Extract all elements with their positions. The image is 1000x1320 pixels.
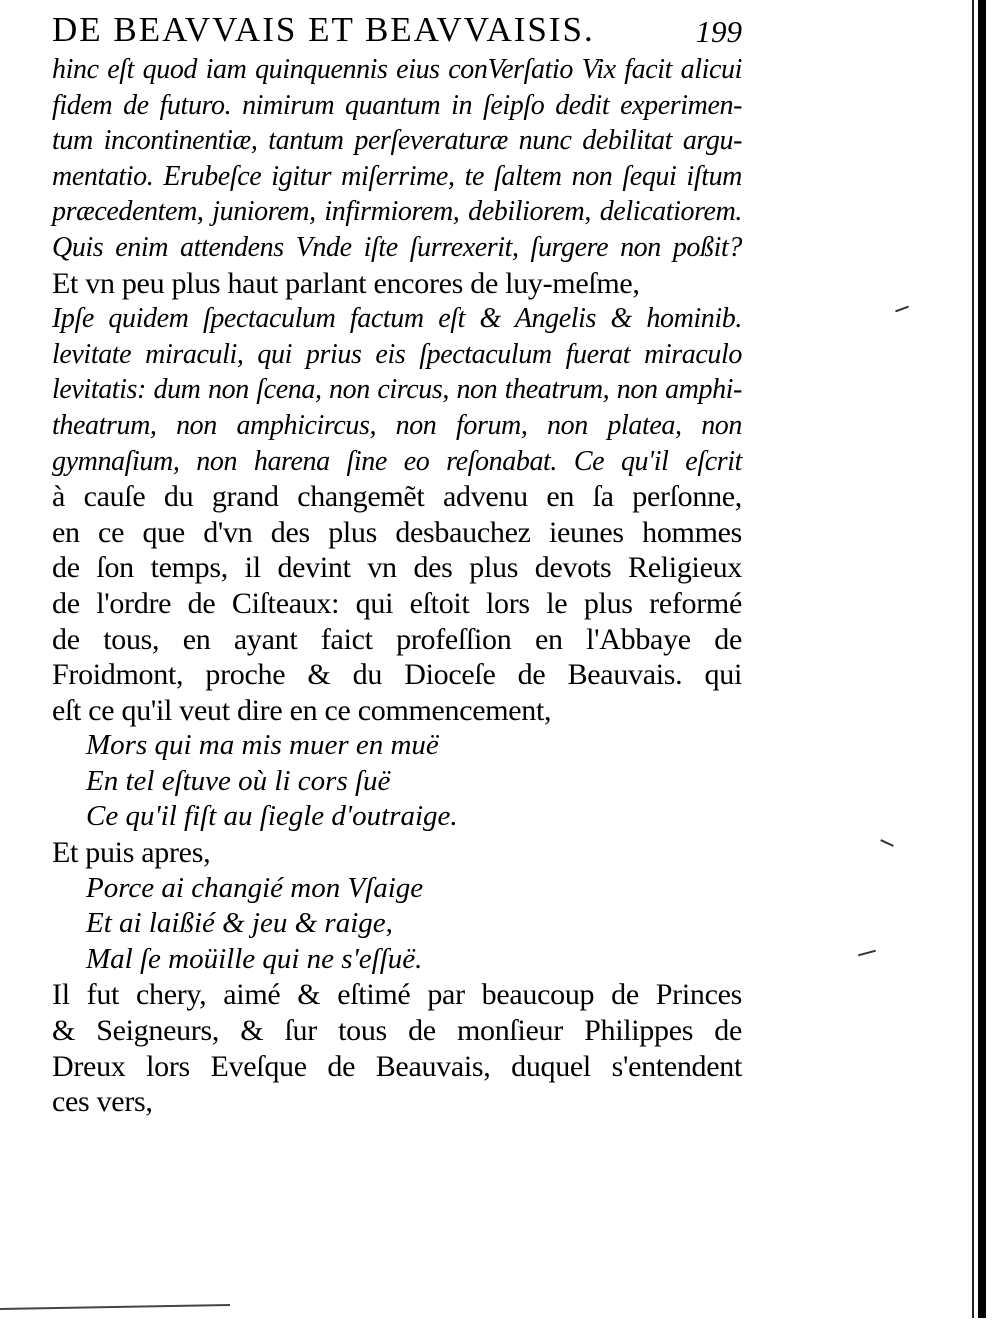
verse-line — [52, 871, 742, 907]
verse-line — [52, 906, 742, 942]
line-text: en ce que d'vn des plus desbauchez ieunes hommes — [52, 515, 742, 549]
text-line — [52, 52, 742, 88]
text-line — [52, 693, 742, 729]
line-text: & Seigneurs, & ſur tous de monſieur Philippes de — [52, 1014, 742, 1048]
text-line — [52, 1049, 742, 1085]
running-title: DE BEAVVAIS ET BEAVVAISIS. — [52, 10, 595, 49]
line-text: Mors qui ma mis muer en muë — [86, 729, 439, 762]
line-text: ces vers, — [52, 1085, 153, 1119]
line-text: Et puis apres, — [52, 836, 211, 870]
text-line — [52, 479, 742, 515]
text-line — [52, 657, 742, 693]
text-line — [52, 408, 742, 444]
text-line — [52, 550, 742, 586]
text-line — [52, 230, 742, 266]
line-text: de tous, en ayant faict profeſſion en l'Abbaye de — [52, 622, 742, 656]
line-text: à cauſe du grand changemẽt advenu en ſa perſonne, — [52, 480, 742, 514]
text-line — [52, 977, 742, 1013]
text-line — [52, 266, 742, 302]
text-line — [52, 515, 742, 551]
margin-mark — [895, 306, 909, 313]
text-line — [52, 835, 742, 871]
line-text: Froidmont, proche & du Dioceſe de Beauvais. qui — [52, 658, 742, 692]
line-text: de l'ordre de Ciſteaux: qui eſtoit lors le plus reformé — [52, 586, 742, 620]
verse-line — [52, 764, 742, 800]
margin-mark — [880, 839, 894, 847]
page-edge-shadow — [978, 0, 986, 1318]
page-number: 199 — [695, 14, 742, 49]
text-line — [52, 337, 742, 373]
line-text: theatrum, non amphicircus, non forum, non platea, non — [52, 409, 742, 441]
page-header — [52, 10, 742, 54]
line-text: fidem de futuro. nimirum quantum in ſeipſo dedit experimen- — [52, 89, 742, 121]
line-text: Quis enim attendens Vnde iſte ſurrexerit, ſurgere non poßit? — [52, 231, 742, 263]
verse-line — [52, 728, 742, 764]
line-text: hinc eſt quod iam quinquennis eius conVerſatio Vix facit alicui — [52, 54, 742, 85]
line-text: Porce ai changié mon Vſaige — [86, 871, 424, 904]
line-text: levitatis: dum non ſcena, non circus, non theatrum, non amphi- — [52, 374, 742, 406]
text-line — [52, 88, 742, 124]
line-text: Et vn peu plus haut parlant encores de luy-meſme, — [52, 266, 640, 300]
line-text: Il fut chery, aimé & eſtimé par beaucoup de Princes — [52, 978, 742, 1012]
line-text: Et ai laißié & jeu & raige, — [86, 907, 393, 940]
text-line — [52, 159, 742, 195]
line-text: Ipſe quidem ſpectaculum factum eſt & Angelis & hominib. — [52, 303, 742, 335]
line-text: gymnaſium, non harena ſine eo reſonabat. Ce qu'il eſcrit — [52, 445, 742, 477]
text-line — [52, 444, 742, 480]
text-line — [52, 1013, 742, 1049]
line-text: de ſon temps, il devint vn des plus devots Religieux — [52, 551, 742, 585]
text-line — [52, 1084, 742, 1120]
margin-mark — [858, 950, 876, 957]
page-edge-line — [972, 0, 974, 1318]
text-line — [52, 586, 742, 622]
text-line — [52, 123, 742, 159]
line-text: tum incontinentiæ, tantum perſeveraturæ nunc debilitat argu- — [52, 125, 742, 157]
line-text: eſt ce qu'il veut dire en ce commencement, — [52, 693, 552, 727]
text-line — [52, 622, 742, 658]
line-text: levitate miraculi, qui prius eis ſpectaculum fuerat miraculo — [52, 338, 742, 370]
text-line — [52, 372, 742, 408]
verse-line — [52, 942, 742, 978]
text-line — [52, 194, 742, 230]
line-text: præcedentem, juniorem, infirmiorem, debiliorem, delicatiorem. — [52, 196, 742, 228]
text-line — [52, 301, 742, 337]
body-text — [52, 52, 742, 1120]
verse-line — [52, 799, 742, 835]
line-text: mentatio. Erubeſce igitur miſerrime, te ſaltem non ſequi iſtum — [52, 160, 742, 192]
line-text: Mal ſe moüille qui ne s'eſſuë. — [86, 942, 423, 975]
line-text: Dreux lors Eveſque de Beauvais, duquel s'entendent — [52, 1049, 742, 1083]
line-text: En tel eſtuve où li cors ſuë — [86, 764, 391, 797]
line-text: Ce qu'il fiſt au ſiegle d'outraige. — [86, 800, 458, 833]
